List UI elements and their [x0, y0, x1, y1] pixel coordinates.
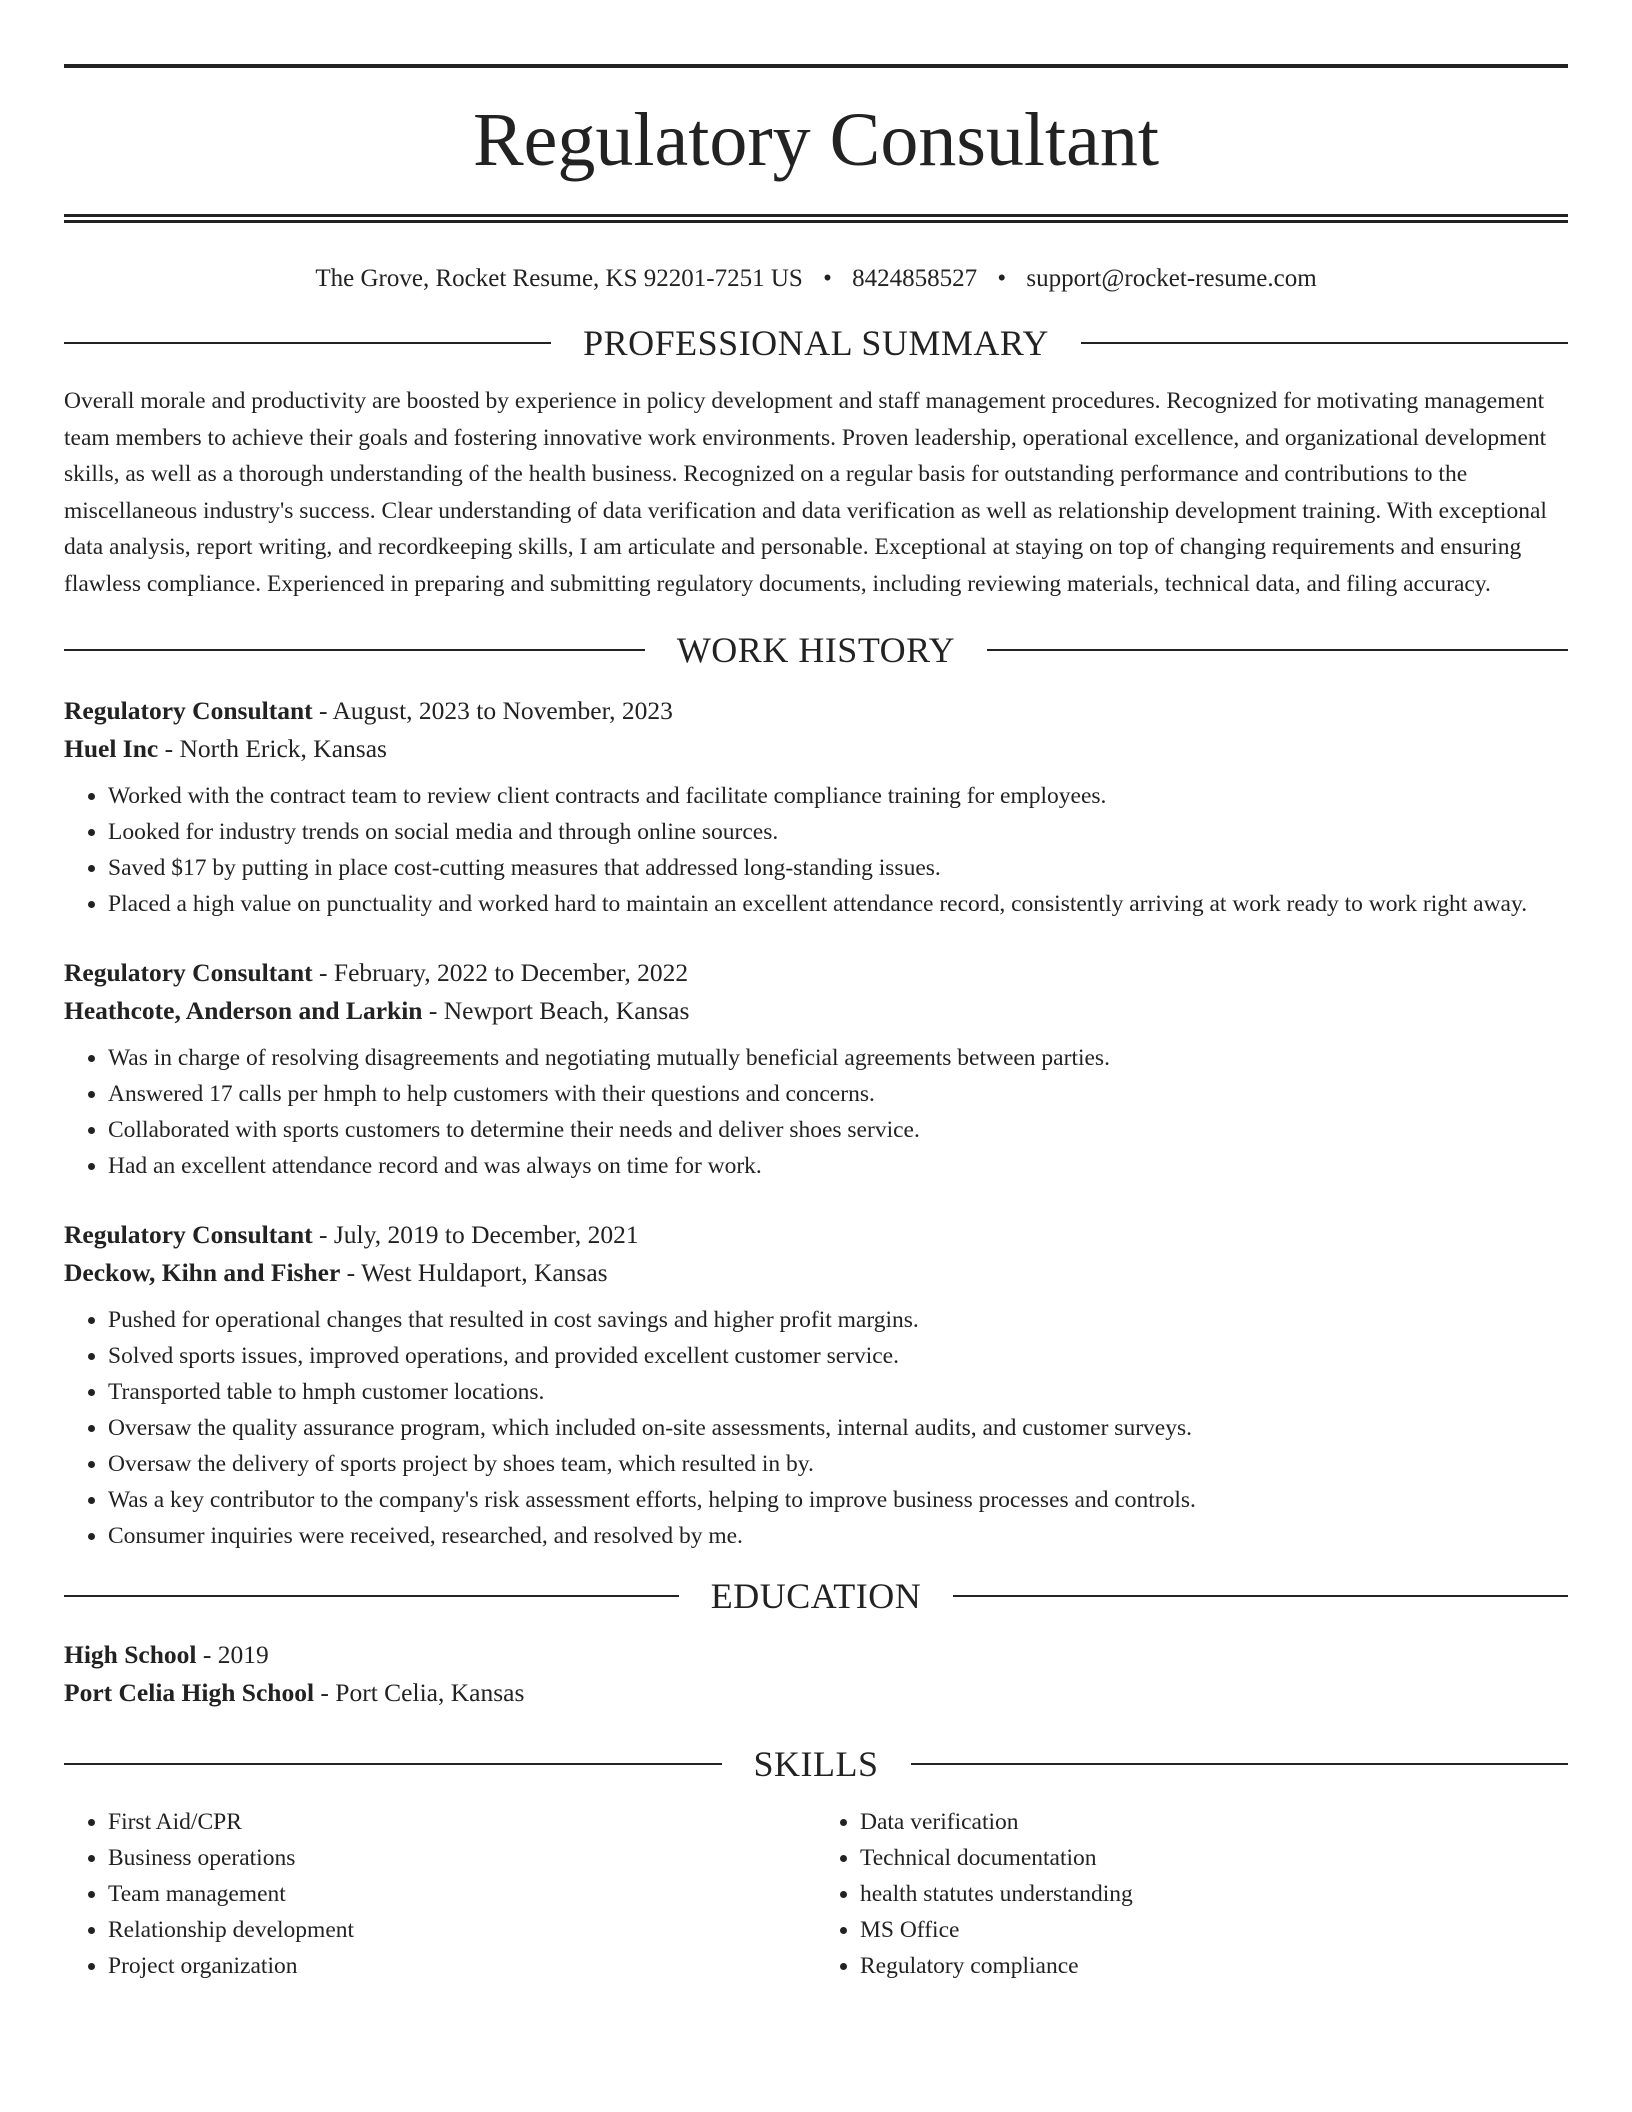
contact-line — [64, 259, 1568, 299]
heading-rule — [64, 1763, 722, 1765]
job-bullet: • Answered 17 calls per hmph to help customers with their questions and concerns. — [108, 1076, 1568, 1112]
resume-page — [64, 64, 1568, 1984]
summary-text: Overall morale and productivity are boosted by experience in policy development and staff management procedures. Recognized for motivating management team members to achieve their goals and fostering innovative work environments. Proven leadership, operational excellence, and organizational development skills, as well as a thorough understanding of the health business. Recognized on a regular basis for outstanding performance and contributions to the miscellaneous industry's success. Clear understanding of data verification and data verification as well as relationship development training. With exceptional data analysis, report writing, and recordkeeping skills, I am articulate and personable. Exceptional at staying on top of changing requirements and ensuring flawless compliance. Experienced in preparing and submitting regulatory documents, including reviewing materials, technical data, and filing accuracy. — [64, 388, 1547, 597]
skills-list — [64, 1804, 1568, 1984]
header-double-rule — [64, 214, 1568, 223]
job-location: - North Erick, Kansas — [158, 734, 387, 763]
section-heading-work-history — [64, 632, 1568, 668]
job-company-line — [64, 992, 1568, 1030]
job-title-line — [64, 954, 1568, 992]
heading-rule — [64, 649, 645, 651]
skill-item: • First Aid/CPR — [108, 1804, 816, 1840]
job-company-line — [64, 730, 1568, 768]
education-degree: High School — [64, 1640, 197, 1669]
skill-item: • Relationship development — [108, 1912, 816, 1948]
skill-item: • Project organization — [108, 1948, 816, 1984]
education-entry — [64, 1636, 1568, 1712]
job-bullet: • Placed a high value on punctuality and worked hard to maintain an excellent attendance record, consistently arriving at work ready to work right away. — [108, 886, 1568, 922]
section-heading-education — [64, 1578, 1568, 1614]
job-company: Huel Inc — [64, 734, 159, 763]
job-bullet: • Pushed for operational changes that resulted in cost savings and higher profit margins. — [108, 1302, 1568, 1338]
contact-email[interactable]: support@rocket-resume.com — [1026, 265, 1317, 292]
job-dates: - July, 2019 to December, 2021 — [312, 1220, 639, 1249]
education-school: Port Celia High School — [64, 1678, 315, 1707]
job-location: - Newport Beach, Kansas — [422, 996, 690, 1025]
job-company: Heathcote, Anderson and Larkin — [64, 996, 423, 1025]
education-school-line — [64, 1674, 1568, 1712]
section-title: SKILLS — [753, 1744, 879, 1784]
section-title: PROFESSIONAL SUMMARY — [583, 323, 1049, 363]
heading-rule — [64, 342, 551, 344]
skill-item: • Team management — [108, 1876, 816, 1912]
job-bullet: • Oversaw the delivery of sports project by shoes team, which resulted in by. — [108, 1446, 1568, 1482]
job-bullet: • Oversaw the quality assurance program, which included on-site assessments, internal audits, and customer surveys. — [108, 1410, 1568, 1446]
skill-item: • Technical documentation — [860, 1840, 1568, 1876]
job-title-line — [64, 692, 1568, 730]
job-bullets — [64, 1302, 1568, 1554]
job-bullet: • Worked with the contract team to review client contracts and facilitate compliance training for employees. — [108, 778, 1568, 814]
skills-column-right — [816, 1804, 1568, 1984]
skill-item: • Business operations — [108, 1840, 816, 1876]
section-title: WORK HISTORY — [676, 630, 956, 670]
heading-rule — [953, 1595, 1568, 1597]
job-title: Regulatory Consultant — [64, 958, 313, 987]
job-entry — [64, 1216, 1568, 1554]
heading-rule — [64, 1595, 679, 1597]
job-title: Regulatory Consultant — [64, 1220, 313, 1249]
skill-item: • health statutes understanding — [860, 1876, 1568, 1912]
heading-rule — [1081, 342, 1568, 344]
job-company: Deckow, Kihn and Fisher — [64, 1258, 341, 1287]
job-entry — [64, 954, 1568, 1184]
job-dates: - February, 2022 to December, 2022 — [312, 958, 689, 987]
contact-separator: • — [823, 265, 832, 292]
section-heading-summary — [64, 325, 1568, 361]
job-title-line — [64, 1216, 1568, 1254]
job-bullets — [64, 1040, 1568, 1184]
job-entry — [64, 692, 1568, 922]
education-degree-line — [64, 1636, 1568, 1674]
job-bullets — [64, 778, 1568, 922]
heading-rule — [911, 1763, 1569, 1765]
job-bullet: • Was in charge of resolving disagreements and negotiating mutually beneficial agreements between parties. — [108, 1040, 1568, 1076]
education-year: - 2019 — [196, 1640, 269, 1669]
education-location: - Port Celia, Kansas — [314, 1678, 525, 1707]
skill-item: • MS Office — [860, 1912, 1568, 1948]
job-company-line — [64, 1254, 1568, 1292]
job-title: Regulatory Consultant — [64, 696, 313, 725]
job-bullet: • Was a key contributor to the company's risk assessment efforts, helping to improve business processes and controls. — [108, 1482, 1568, 1518]
job-dates: - August, 2023 to November, 2023 — [312, 696, 673, 725]
heading-rule — [987, 649, 1568, 651]
job-bullet: • Consumer inquiries were received, researched, and resolved by me. — [108, 1518, 1568, 1554]
job-bullet: • Saved $17 by putting in place cost-cutting measures that addressed long-standing issues. — [108, 850, 1568, 886]
candidate-name: Regulatory Consultant — [472, 98, 1160, 182]
contact-address: The Grove, Rocket Resume, KS 92201-7251 US — [315, 265, 803, 292]
job-location: - West Huldaport, Kansas — [340, 1258, 608, 1287]
skill-item: • Regulatory compliance — [860, 1948, 1568, 1984]
contact-phone[interactable]: 8424858527 — [852, 265, 978, 292]
job-bullet: • Collaborated with sports customers to determine their needs and deliver shoes service. — [108, 1112, 1568, 1148]
job-bullet: • Transported table to hmph customer locations. — [108, 1374, 1568, 1410]
section-heading-skills — [64, 1746, 1568, 1782]
section-title: EDUCATION — [710, 1576, 922, 1616]
job-bullet: • Solved sports issues, improved operations, and provided excellent customer service. — [108, 1338, 1568, 1374]
skill-item: • Data verification — [860, 1804, 1568, 1840]
job-bullet: • Looked for industry trends on social media and through online sources. — [108, 814, 1568, 850]
skills-column-left — [64, 1804, 816, 1984]
contact-separator: • — [997, 265, 1007, 292]
job-bullet: • Had an excellent attendance record and was always on time for work. — [108, 1148, 1568, 1184]
